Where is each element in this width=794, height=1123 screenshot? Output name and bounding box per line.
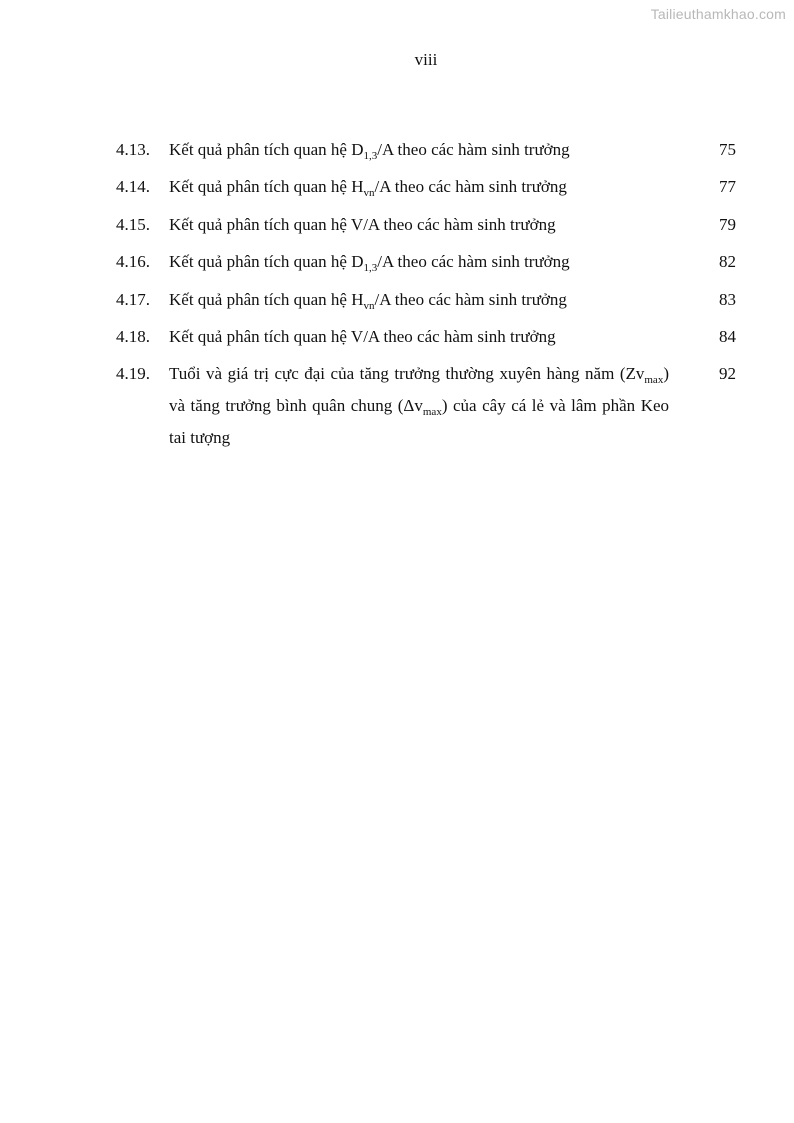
entry-number: 4.16. [116, 252, 150, 272]
entry-title-line: lâm phần Keo tai tượng [169, 396, 670, 448]
entry-page-number: 79 [719, 214, 736, 234]
page-number: viii [414, 50, 438, 69]
entry-number: 4.17. [116, 289, 150, 309]
watermark: Tailieuthamkhao.com [650, 6, 786, 22]
entry-number: 4.14. [116, 177, 150, 197]
entry-number: 4.18. [116, 326, 150, 346]
subscript: max [644, 374, 664, 387]
toc-entry[interactable] [116, 287, 736, 313]
subscript: max [422, 406, 442, 419]
entry-title-line: $(Zv_{max})$ và tăng trưởng bình quân chung $(\Delta v_{max})$ của cây cá lẻ và [169, 364, 669, 419]
entry-title: Kết quả phân tích quan hệ V/A theo các hàm sinh trưởng [169, 326, 556, 346]
subscript: 1,3 [363, 150, 378, 162]
entry-title-line: Tuổi và giá trị cực đại của tăng trưởng thường xuyên hàng năm [169, 364, 615, 384]
toc-entry[interactable] [116, 212, 736, 238]
entry-page-number: 92 [719, 364, 736, 384]
entry-page-number: 77 [719, 177, 736, 197]
entry-title: Kết quả phân tích quan hệ V/A theo các hàm sinh trưởng [169, 214, 556, 234]
entry-page-number: 84 [719, 326, 736, 346]
toc-entry[interactable] [116, 174, 736, 200]
subscript: vn [363, 187, 375, 200]
entry-title: Kết quả phân tích quan hệ $D_{1,3}/A$ theo các hàm sinh trưởng [169, 140, 570, 162]
entry-number: 4.15. [116, 214, 150, 234]
toc-entry[interactable] [116, 324, 736, 350]
entry-page-number: 82 [719, 252, 736, 272]
entry-title: Kết quả phân tích quan hệ $H_{vn}/A$ theo các hàm sinh trưởng [169, 177, 567, 200]
entry-page-number: 83 [719, 289, 736, 309]
entry-title: Kết quả phân tích quan hệ $D_{1,3}/A$ theo các hàm sinh trưởng [169, 252, 570, 275]
entry-title [169, 358, 669, 454]
table-of-tables [116, 137, 736, 466]
entry-number: 4.19. [116, 364, 150, 384]
toc-entry[interactable] [116, 249, 736, 275]
subscript: vn [363, 299, 375, 312]
subscript: 1,3 [363, 262, 378, 275]
toc-entry[interactable] [116, 361, 736, 454]
entry-number: 4.13. [116, 140, 150, 159]
entry-page-number: 75 [719, 140, 736, 159]
toc-entry[interactable] [116, 137, 736, 163]
entry-title: Kết quả phân tích quan hệ $H_{vn}/A$ theo các hàm sinh trưởng [169, 289, 567, 312]
